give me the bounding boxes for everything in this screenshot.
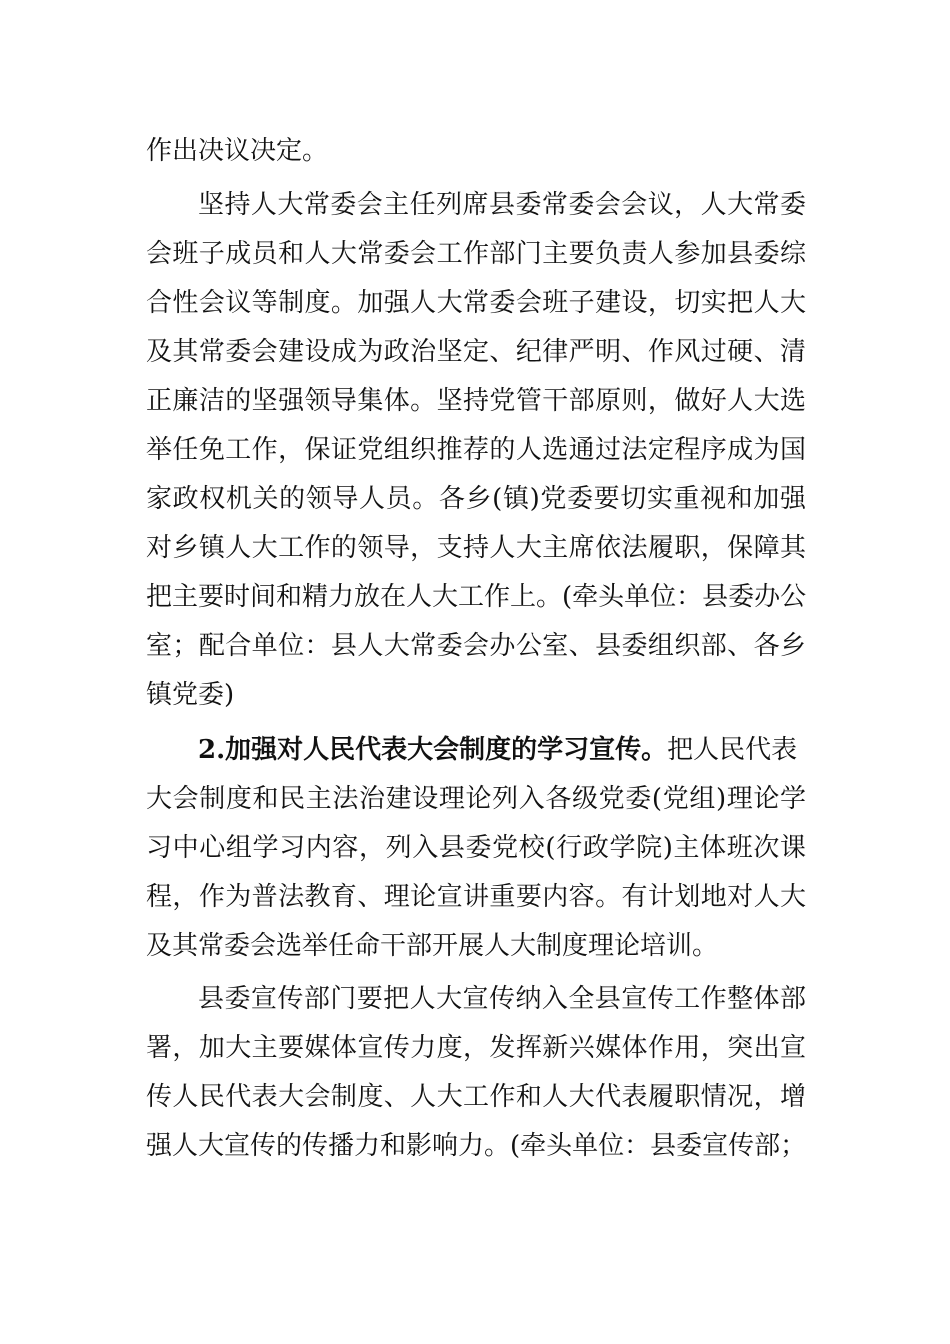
text-line: 及其常委会选举任命干部开展人大制度理论培训。 [146, 931, 719, 961]
text-line: 习中心组学习内容，列入县委党校(行政学院)主体班次课 [146, 833, 806, 863]
text-line: 举任免工作，保证党组织推荐的人选通过法定程序成为国 [146, 435, 806, 465]
text-line: 署，加大主要媒体宣传力度，发挥新兴媒体作用，突出宣 [146, 1033, 806, 1063]
text-line: 对乡镇人大工作的领导，支持人大主席依法履职，保障其 [146, 533, 806, 563]
text-line: 合性会议等制度。加强人大常委会班子建设，切实把人大 [146, 288, 806, 318]
text-line: 传人民代表大会制度、人大工作和人大代表履职情况，增 [146, 1082, 806, 1112]
paragraph-first-line: 坚持人大常委会主任列席县委常委会会议，人大常委 [198, 190, 806, 220]
text-line: 把主要时间和精力放在人大工作上。(牵头单位：县委办公 [146, 582, 807, 612]
section-heading-line [198, 724, 806, 776]
paragraph-first-line: 县委宣传部门要把人大宣传纳入全县宣传工作整体部 [198, 984, 806, 1014]
section-heading-tail: 把人民代表 [667, 735, 798, 765]
section-heading: 2.加强对人民代表大会制度的学习宣传。 [198, 735, 668, 765]
text-line: 及其常委会建设成为政治坚定、纪律严明、作风过硬、清 [146, 337, 806, 367]
text-line: 大会制度和民主法治建设理论列入各级党委(党组)理论学 [146, 784, 806, 814]
text-line: 程，作为普法教育、理论宣讲重要内容。有计划地对人大 [146, 882, 806, 912]
text-line: 会班子成员和人大常委会工作部门主要负责人参加县委综 [146, 239, 806, 269]
text-line: 正廉洁的坚强领导集体。坚持党管干部原则，做好人大选 [146, 386, 806, 416]
text-line: 室；配合单位：县人大常委会办公室、县委组织部、各乡 [146, 631, 806, 661]
text-line: 作出决议决定。 [146, 136, 329, 166]
text-line: 镇党委) [146, 680, 235, 710]
text-line: 强人大宣传的传播力和影响力。(牵头单位：县委宣传部； [146, 1131, 807, 1161]
text-line: 家政权机关的领导人员。各乡(镇)党委要切实重视和加强 [146, 484, 806, 514]
